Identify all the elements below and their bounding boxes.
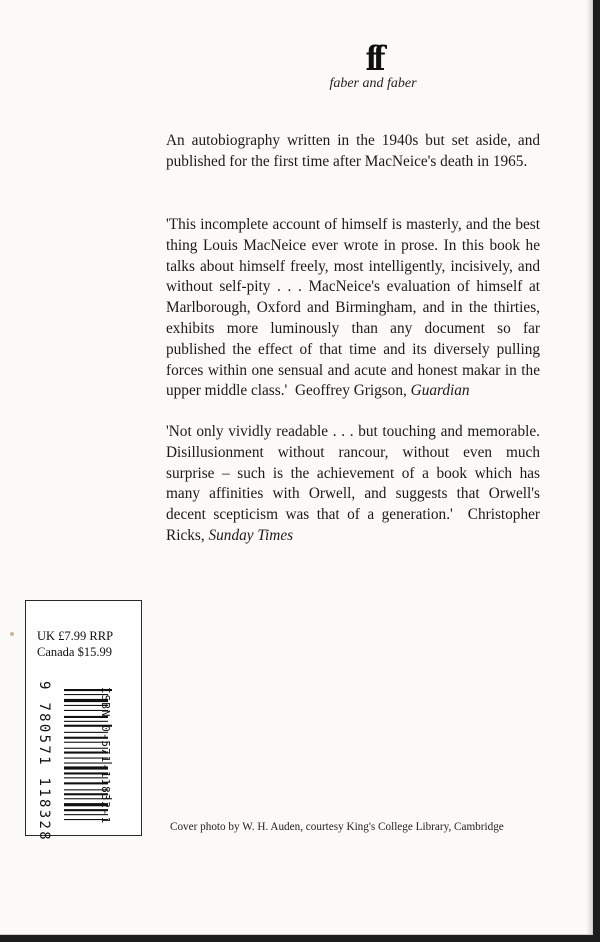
intro-paragraph (166, 131, 540, 173)
review-1-author: Geoffrey Grigson, (294, 382, 407, 400)
review-1 (166, 215, 540, 402)
review-paragraph-2 (166, 422, 540, 547)
review-1-source: Guardian (410, 382, 470, 400)
cover-photo-credit: Cover photo by W. H. Auden, courtesy King's College Library, Cambridge (170, 821, 504, 833)
paper-speck (10, 632, 14, 636)
ff-logo-mark: ff (365, 39, 381, 79)
canada-price: Canada $15.99 (37, 645, 112, 659)
review-2 (166, 422, 540, 547)
barcode-area (26, 601, 141, 840)
review-2-source: Sunday Times (208, 526, 294, 544)
publisher-logo (318, 39, 428, 92)
isbn-number: ISBN 0-571-11832-1 (99, 687, 112, 825)
intro-text: An autobiography written in the 1940s but set aside, and published for the first time after MacNeice's death in 1965. (166, 132, 540, 170)
ean-number: 9 780571 118328 (36, 681, 52, 842)
page-edge-shadow (586, 0, 592, 934)
price-barcode-box (25, 600, 142, 842)
review-paragraph-1 (166, 215, 540, 402)
review-2-author: Christopher Ricks, (166, 506, 540, 544)
review-1-quote: 'This incomplete account of himself is masterly, and the best thing Louis MacNeice ever wrote in prose. In this book he talks about himself freely, most intelligently, incisively, and without self-pity . . . MacNeice's evaluation of himself at Marlborough, Oxford and Birmingham, and in the thirties, exhibits more luminously than any document so far published the effect of that time and its diversely pulling forces within one sensual and acute and honest makar in the upper middle class.' (166, 216, 540, 400)
uk-price: UK £7.99 RRP (37, 629, 114, 643)
publisher-name: faber and faber (329, 76, 417, 91)
review-2-quote: 'Not only vividly readable . . . but touching and memorable. Disillusionment without rancour, without even much surprise – such is the achievement of a book which has many affinities with Orwell, and suggests that Orwell's decent scepticism was that of a generation.' (166, 423, 540, 524)
